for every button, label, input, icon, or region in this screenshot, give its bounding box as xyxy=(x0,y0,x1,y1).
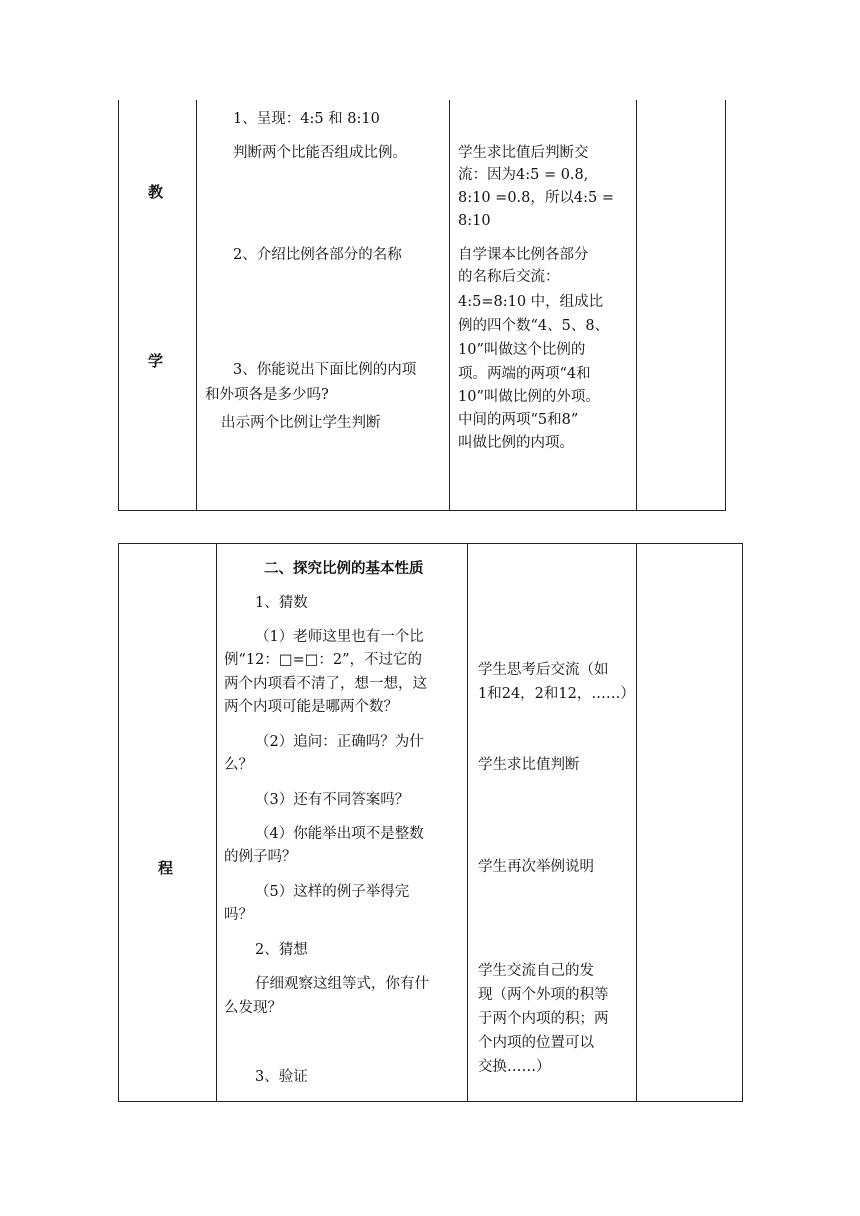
teacher-text: 1、呈现：4:5 和 8:10 xyxy=(233,111,380,127)
section-heading: 二、探究比例的基本性质 xyxy=(264,561,424,577)
student-text: 10”叫做比例的外项。 xyxy=(458,389,600,405)
student-text: 叫做比例的内项。 xyxy=(458,435,574,451)
teacher-text: 两个内项可能是哪两个数？ xyxy=(224,699,398,715)
student-text: 流：因为4:5 = 0.8, xyxy=(458,167,589,183)
student-text: 例的四个数“4、5、8、 xyxy=(458,318,610,334)
teacher-text: 3、验证 xyxy=(255,1069,308,1085)
teacher-text: 例“12：□=□：2”，不过它的 xyxy=(224,652,423,668)
student-text: 个内项的位置可以 xyxy=(478,1035,594,1051)
teacher-text: 的例子吗？ xyxy=(224,849,297,865)
teacher-text: （5）这样的例子举得完 xyxy=(255,884,410,900)
student-text: 学生求比值后判断交 xyxy=(458,145,589,161)
teacher-text: （1）老师这里也有一个比 xyxy=(255,629,424,645)
column-divider xyxy=(449,100,450,510)
student-text: 交换……） xyxy=(478,1059,551,1075)
student-text: 于两个内项的积；两 xyxy=(478,1011,609,1027)
student-text: 中间的两项“5和8” xyxy=(458,412,579,428)
teacher-text: 仔细观察这组等式，你有什 xyxy=(255,976,429,992)
lesson-table-top xyxy=(118,100,726,511)
student-text: 学生求比值判断 xyxy=(478,757,580,773)
teacher-text: 和外项各是多少吗? xyxy=(205,387,329,403)
teacher-text: 判断两个比能否组成比例。 xyxy=(233,145,407,161)
student-text: 学生思考后交流（如 xyxy=(478,662,609,678)
column-divider xyxy=(467,544,468,1101)
teacher-text: 么发现？ xyxy=(224,1000,282,1016)
student-text: 学生交流自己的发 xyxy=(478,963,594,979)
student-text: 项。两端的两项“4和 xyxy=(458,366,591,382)
teacher-text: （4）你能举出项不是整数 xyxy=(255,826,424,842)
side-label-jiao: 教 xyxy=(148,183,164,201)
teacher-text: 2、猜想 xyxy=(255,942,308,958)
student-text: 1和24，2和12，……） xyxy=(478,686,635,702)
student-text: 4:5=8:10 中，组成比 xyxy=(458,294,604,310)
student-text: 的名称后交流： xyxy=(458,269,560,285)
teacher-text: 吗？ xyxy=(224,907,253,923)
student-text: 现（两个外项的积等 xyxy=(478,987,609,1003)
teacher-text: 出示两个比例让学生判断 xyxy=(221,415,381,431)
column-divider xyxy=(196,100,197,510)
teacher-text: （2）追问：正确吗？为什 xyxy=(255,734,424,750)
student-text: 8:10 xyxy=(458,213,491,229)
teacher-text: 2、介绍比例各部分的名称 xyxy=(233,247,402,263)
teacher-text: （3）还有不同答案吗？ xyxy=(255,792,410,808)
column-divider xyxy=(636,100,637,510)
student-text: 8:10 =0.8，所以4:5 = xyxy=(458,190,614,206)
side-label-cheng: 程 xyxy=(158,859,174,877)
teacher-text: 1、猜数 xyxy=(255,595,308,611)
lesson-table-bottom xyxy=(118,543,743,1102)
student-text: 自学课本比例各部分 xyxy=(458,247,589,263)
side-label-xue: 学 xyxy=(148,352,164,370)
column-divider xyxy=(216,544,217,1101)
teacher-text: 3、你能说出下面比例的内项 xyxy=(233,362,417,378)
column-divider xyxy=(636,544,637,1101)
teacher-text: 么？ xyxy=(224,757,253,773)
student-text: 10”叫做这个比例的 xyxy=(458,342,586,358)
teacher-text: 两个内项看不清了，想一想，这 xyxy=(224,676,427,692)
student-text: 学生再次举例说明 xyxy=(478,859,594,875)
